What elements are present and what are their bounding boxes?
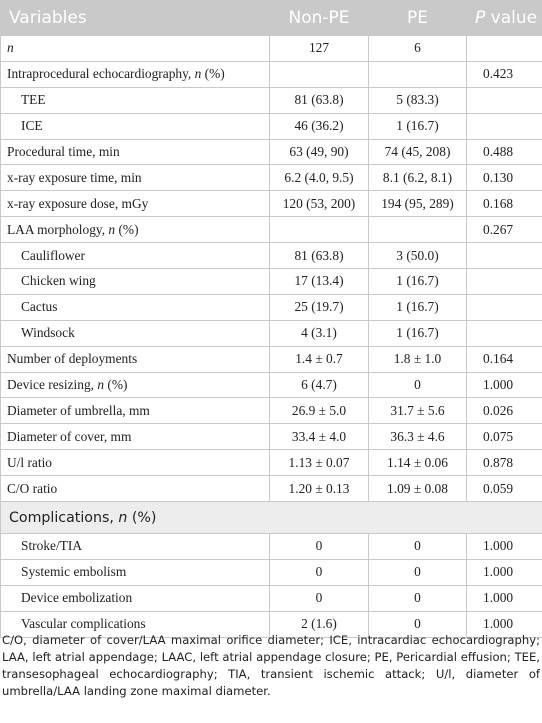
row-label: [1, 191, 270, 217]
cell-pe: 1.8 ± 1.0: [369, 346, 467, 372]
row-label-tail: (%): [201, 66, 225, 82]
row-label: [1, 450, 270, 476]
cell-non-pe: 2 (1.6): [270, 611, 369, 637]
cell-non-pe: 6.2 (4.0, 9.5): [270, 165, 369, 191]
cell-non-pe: 81 (63.8): [270, 87, 369, 113]
table-row: [1, 191, 542, 217]
cell-non-pe: 6 (4.7): [270, 372, 369, 398]
cell-p-value: 0.168: [467, 191, 542, 217]
header-p-rest: value: [485, 8, 538, 28]
cell-non-pe: 120 (53, 200): [270, 191, 369, 217]
row-label: [1, 585, 270, 611]
cell-p-value: [467, 320, 542, 346]
row-label-text: Procedural time, min: [7, 144, 120, 159]
cell-p-value: 0.130: [467, 165, 542, 191]
section-label-n: n: [118, 509, 128, 526]
cell-p-value: 1.000: [467, 585, 542, 611]
cell-pe: 3 (50.0): [369, 243, 467, 269]
table-row: [1, 424, 542, 450]
cell-pe: 0: [369, 585, 467, 611]
cell-p-value: 1.000: [467, 534, 542, 560]
cell-non-pe: 33.4 ± 4.0: [270, 424, 369, 450]
cell-p-value: 0.267: [467, 217, 542, 243]
row-label-tail: (%): [104, 377, 128, 393]
cell-p-value: 0.488: [467, 139, 542, 165]
row-label: [1, 113, 270, 139]
table-row: [1, 36, 542, 62]
cell-non-pe: 17 (13.4): [270, 269, 369, 295]
cell-pe: 1 (16.7): [369, 320, 467, 346]
cell-p-value: 0.423: [467, 61, 542, 87]
row-label: [1, 346, 270, 372]
row-label-text: Diameter of cover, mm: [7, 428, 132, 444]
table-row: [1, 372, 542, 398]
header-non-pe: Non-PE: [270, 1, 369, 36]
row-label: [1, 559, 270, 585]
cell-pe: 5 (83.3): [369, 87, 467, 113]
cell-pe: 1 (16.7): [369, 269, 467, 295]
cell-non-pe: 0: [270, 585, 369, 611]
cell-p-value: 0.164: [467, 346, 542, 372]
table-row: [1, 217, 542, 243]
cell-pe: [369, 61, 467, 87]
cell-non-pe: 63 (49, 90): [270, 139, 369, 165]
cell-p-value: [467, 87, 542, 113]
row-label-text: x-ray exposure time, min: [7, 169, 142, 185]
row-label-text: Cauliflower: [21, 247, 85, 263]
row-label-text: Chicken wing: [21, 273, 96, 289]
header-variables: Variables: [1, 1, 270, 36]
cell-pe: 74 (45, 208): [369, 139, 467, 165]
cell-non-pe: 81 (63.8): [270, 243, 369, 269]
row-label: [1, 269, 270, 295]
cell-pe: 0: [369, 534, 467, 560]
row-label-text: Diameter of umbrella, mm: [7, 402, 150, 418]
cell-non-pe: 1.4 ± 0.7: [270, 346, 369, 372]
cell-p-value: [467, 113, 542, 139]
cell-non-pe: 4 (3.1): [270, 320, 369, 346]
cell-p-value: 0.059: [467, 476, 542, 502]
row-label-text: Stroke/TIA: [21, 538, 82, 554]
row-label: [1, 36, 270, 62]
cell-pe: 6: [369, 36, 467, 62]
row-label: [1, 534, 270, 560]
table-row: [1, 294, 542, 320]
cell-p-value: [467, 294, 542, 320]
header-p-italic: P: [475, 8, 486, 28]
cell-non-pe: 46 (36.2): [270, 113, 369, 139]
cell-pe: 0: [369, 559, 467, 585]
table-row: [1, 269, 542, 295]
row-label-text: x-ray exposure dose, mGy: [7, 195, 149, 211]
row-label: [1, 139, 270, 165]
cell-pe: 1 (16.7): [369, 113, 467, 139]
cell-non-pe: 0: [270, 534, 369, 560]
row-label-text: Windsock: [21, 325, 75, 341]
table-body: [1, 36, 542, 638]
cell-p-value: 0.878: [467, 450, 542, 476]
table-row: [1, 476, 542, 502]
table-row: [1, 585, 542, 611]
cell-p-value: 1.000: [467, 372, 542, 398]
section-label-tail: (%): [127, 509, 157, 526]
table-row: [1, 320, 542, 346]
row-label-text: Number of deployments: [7, 351, 138, 367]
row-label-text: LAA morphology,: [7, 221, 109, 237]
cell-pe: 1 (16.7): [369, 294, 467, 320]
cell-p-value: 1.000: [467, 559, 542, 585]
cell-non-pe: 0: [270, 559, 369, 585]
row-label-text: n: [7, 40, 14, 56]
cell-pe: 1.14 ± 0.06: [369, 450, 467, 476]
table-row: [1, 398, 542, 424]
row-label-n: n: [194, 66, 202, 82]
table-row: [1, 87, 542, 113]
table-row: [1, 165, 542, 191]
header-pe: PE: [369, 1, 467, 36]
row-label-text: Systemic embolism: [21, 564, 127, 580]
section-row-complications: [1, 502, 542, 534]
row-label-text: Cactus: [21, 299, 58, 315]
cell-pe: 0: [369, 611, 467, 637]
table-row: [1, 534, 542, 560]
row-label: [1, 424, 270, 450]
cell-pe: 0: [369, 372, 467, 398]
cell-non-pe: 1.13 ± 0.07: [270, 450, 369, 476]
cell-pe: [369, 217, 467, 243]
row-label: [1, 61, 270, 87]
cell-p-value: [467, 269, 542, 295]
row-label-text: Device resizing,: [7, 377, 98, 393]
cell-non-pe: [270, 61, 369, 87]
row-label-text: Vascular complications: [21, 616, 146, 632]
cell-non-pe: [270, 217, 369, 243]
table-row: [1, 113, 542, 139]
row-label-n: n: [97, 377, 105, 393]
table-row: [1, 139, 542, 165]
cell-p-value: [467, 36, 542, 62]
section-label: [1, 502, 542, 534]
table-row: [1, 450, 542, 476]
row-label: [1, 398, 270, 424]
table-row: [1, 61, 542, 87]
cell-non-pe: 1.20 ± 0.13: [270, 476, 369, 502]
row-label: [1, 294, 270, 320]
row-label-text: ICE: [21, 118, 43, 134]
cell-non-pe: 127: [270, 36, 369, 62]
cell-p-value: 0.026: [467, 398, 542, 424]
cell-pe: 194 (95, 289): [369, 191, 467, 217]
cell-p-value: 1.000: [467, 611, 542, 637]
cell-pe: 1.09 ± 0.08: [369, 476, 467, 502]
row-label-text: Intraprocedural echocardiography,: [7, 66, 195, 82]
table-row: [1, 559, 542, 585]
cell-non-pe: 25 (19.7): [270, 294, 369, 320]
section-label-text: Complications,: [9, 509, 119, 526]
row-label: [1, 87, 270, 113]
row-label: [1, 476, 270, 502]
cell-non-pe: 26.9 ± 5.0: [270, 398, 369, 424]
row-label-n: n: [108, 221, 116, 237]
row-label: [1, 217, 270, 243]
row-label-text: TEE: [21, 92, 46, 108]
table-footnote: C/O, diameter of cover/LAA maximal orifice diameter; ICE, intracardiac echocardiography; LAA, left atrial appendage; LAAC, left atrial appendage closure; PE, Pericardial effusion; TEE, transesophageal echocardiography; TIA, transient ischemic attack; U/l, diameter of umbrella/LAA landing zone maximal diameter.: [2, 633, 540, 698]
row-label-text: Device embolization: [21, 590, 133, 606]
cell-p-value: [467, 243, 542, 269]
table-row: [1, 243, 542, 269]
table-row: [1, 346, 542, 372]
row-label: [1, 320, 270, 346]
row-label-tail: (%): [115, 221, 139, 237]
row-label: [1, 243, 270, 269]
row-label-text: C/O ratio: [7, 480, 58, 496]
cell-pe: 8.1 (6.2, 8.1): [369, 165, 467, 191]
row-label-text: U/l ratio: [7, 454, 52, 470]
header-p-value: [467, 1, 542, 36]
row-label: [1, 165, 270, 191]
cell-p-value: 0.075: [467, 424, 542, 450]
cell-pe: 31.7 ± 5.6: [369, 398, 467, 424]
cell-pe: 36.3 ± 4.6: [369, 424, 467, 450]
row-label: [1, 372, 270, 398]
table-header-row: [1, 1, 542, 36]
